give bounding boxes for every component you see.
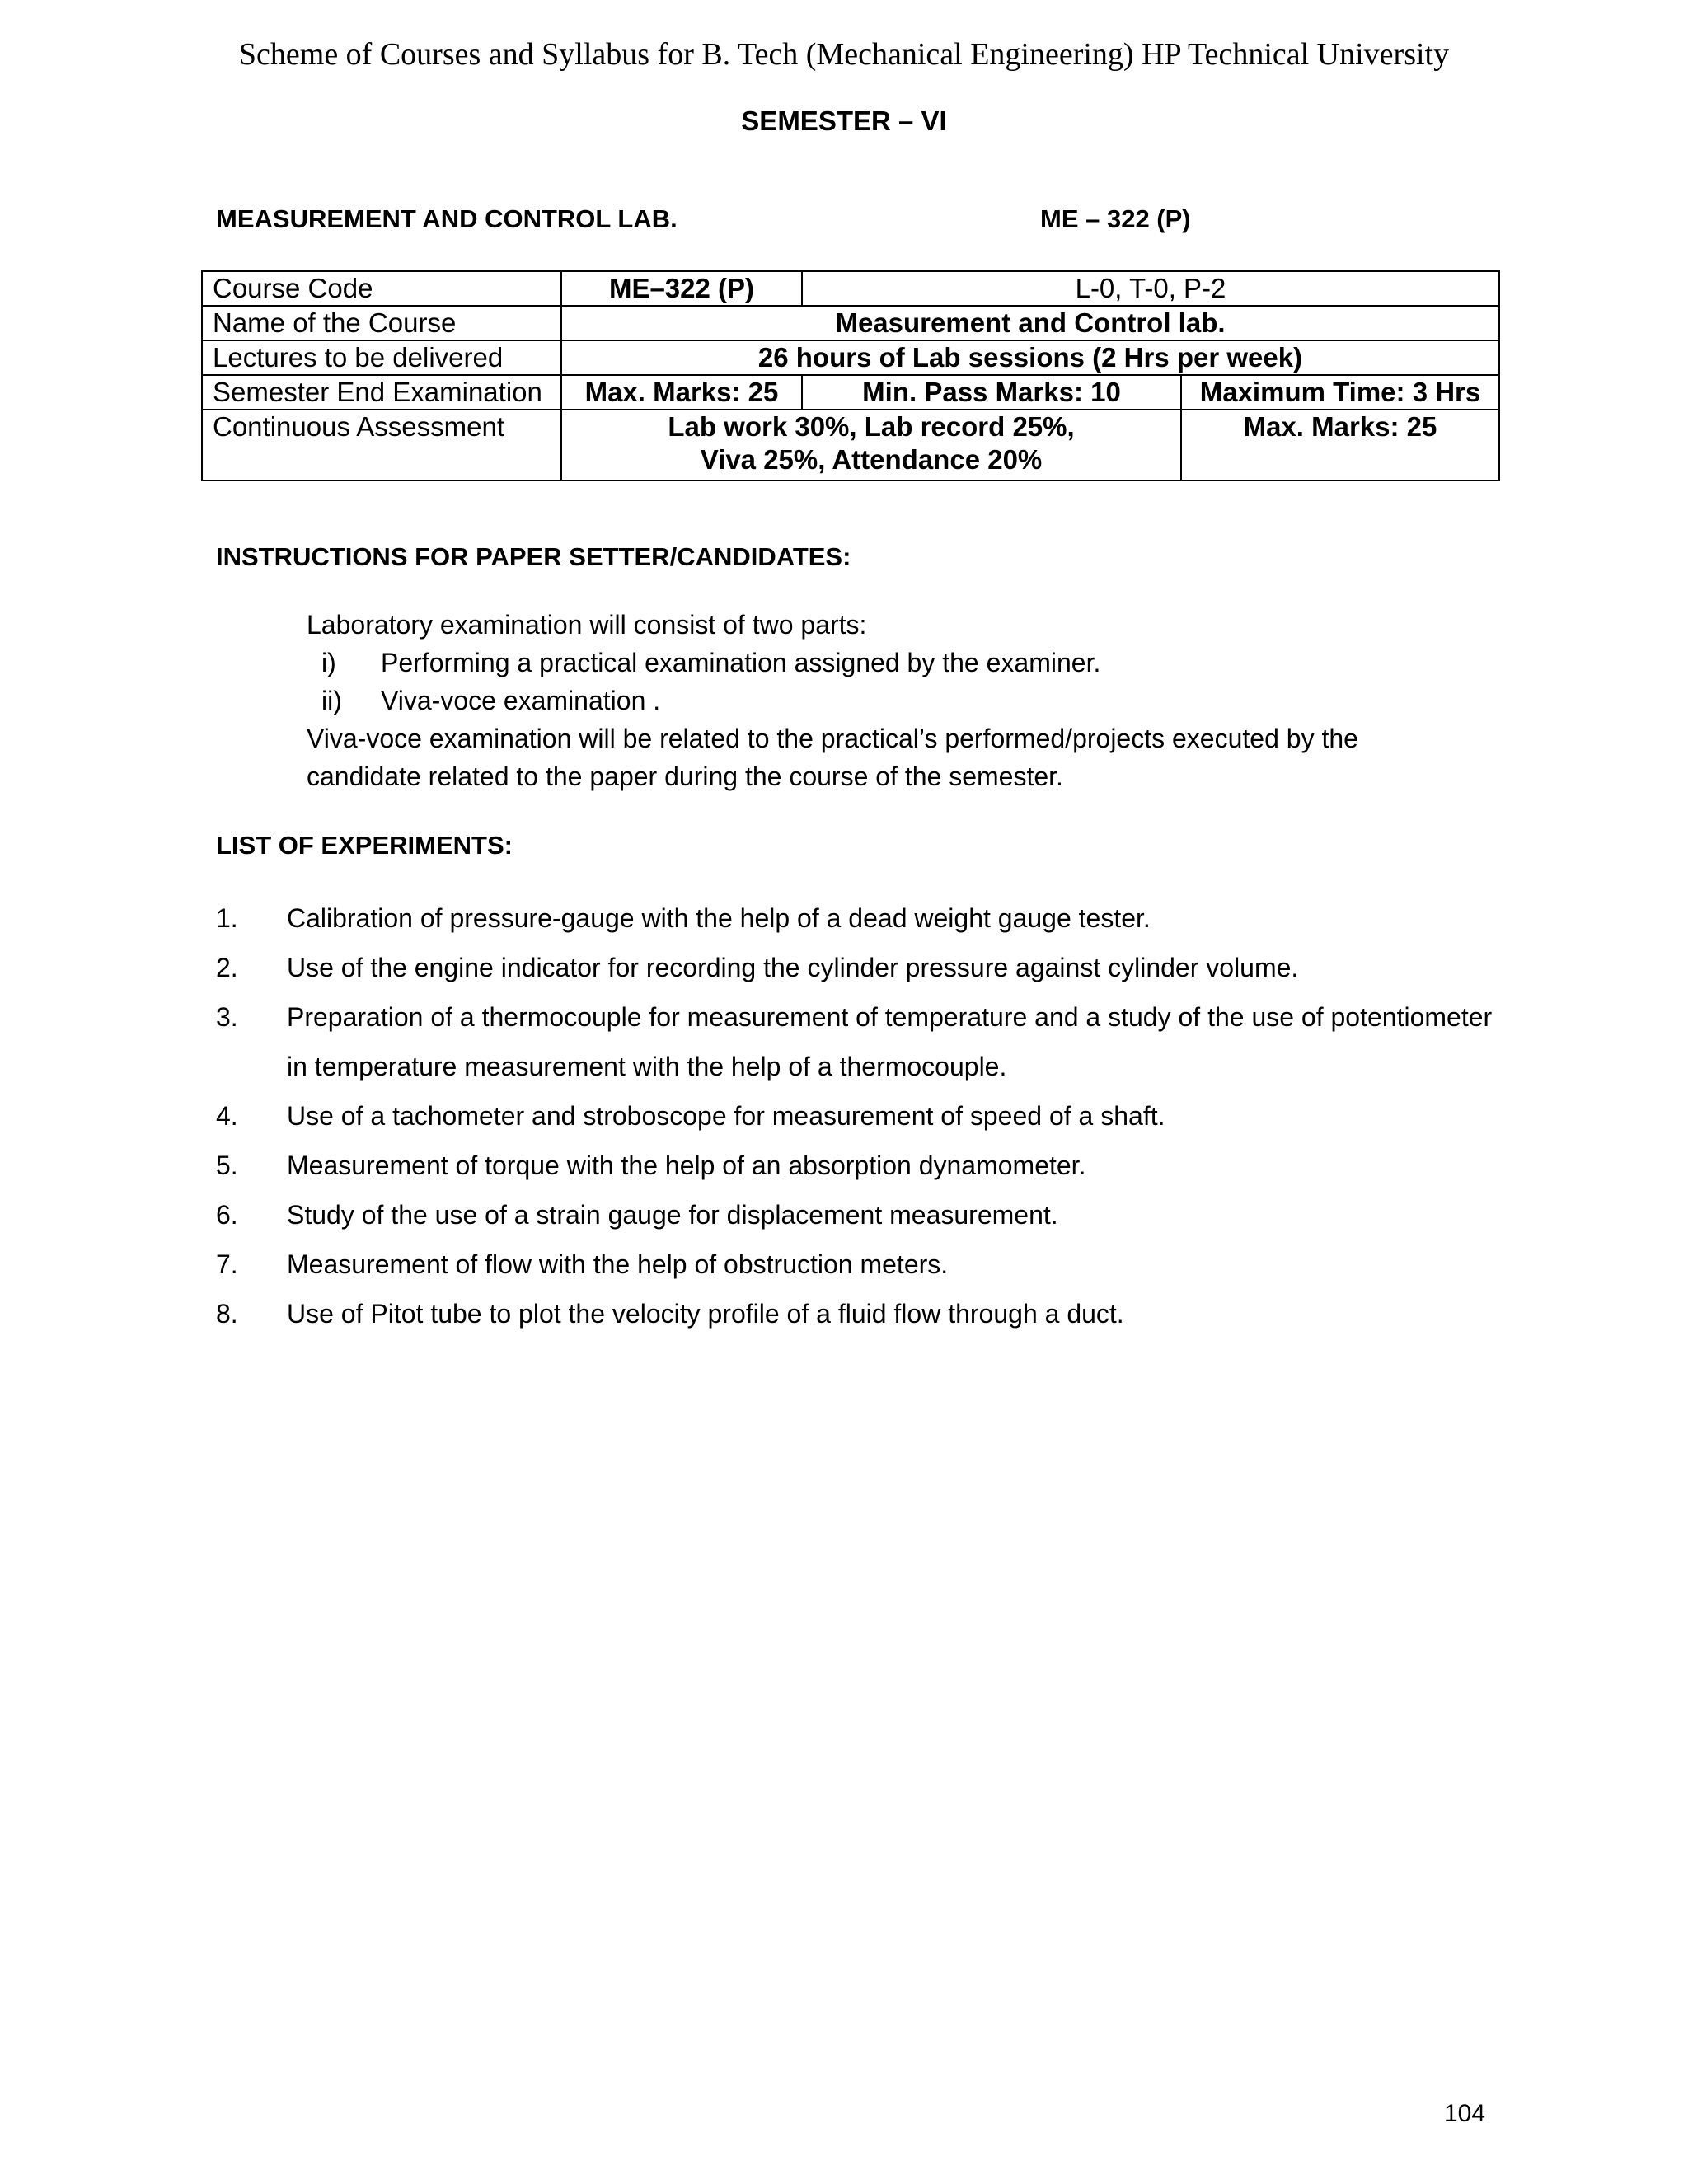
- course-details-table: [201, 270, 1500, 481]
- instructions-body: [307, 606, 1510, 795]
- table-cell-label: Name of the Course: [202, 306, 561, 340]
- list-item-number: 2.: [216, 953, 238, 982]
- list-item: [216, 1240, 1502, 1289]
- table-cell-label: Course Code: [202, 271, 561, 306]
- table-cell-max-time: Maximum Time: 3 Hrs: [1181, 375, 1499, 410]
- instructions-note-line-2: candidate related to the paper during the course of the semester.: [307, 762, 1063, 791]
- list-item: [216, 893, 1502, 943]
- table-row: [202, 410, 1499, 480]
- assessment-line-1: Lab work 30%, Lab record 25%,: [668, 411, 1075, 442]
- list-item-number: 1.: [216, 903, 238, 933]
- list-item: [216, 943, 1502, 992]
- list-item-number: ii): [321, 686, 342, 715]
- table-cell-course-name: Measurement and Control lab.: [561, 306, 1499, 340]
- instructions-heading: INSTRUCTIONS FOR PAPER SETTER/CANDIDATES:: [216, 542, 851, 571]
- list-item: [216, 1141, 1502, 1190]
- table-cell-label: Semester End Examination: [202, 375, 561, 410]
- list-item-text: Use of the engine indicator for recording the cylinder pressure against cylinder volume.: [287, 953, 1299, 982]
- table-row: [202, 340, 1499, 375]
- list-item: [307, 644, 1510, 682]
- list-item-number: 6.: [216, 1200, 238, 1230]
- list-item-text: Use of Pitot tube to plot the velocity profile of a fluid flow through a duct.: [287, 1299, 1124, 1329]
- list-item-number: 3.: [216, 1002, 238, 1032]
- list-item-text: Preparation of a thermocouple for measurement of temperature and a study of the use of potentiometer in temperature measurement with the help of a thermocouple.: [287, 1002, 1493, 1081]
- list-item-text: Measurement of flow with the help of obstruction meters.: [287, 1249, 949, 1279]
- list-item-number: 5.: [216, 1151, 238, 1180]
- table-cell-ltp: L-0, T-0, P-2: [802, 271, 1499, 306]
- list-item: [216, 992, 1502, 1091]
- list-item-text: Use of a tachometer and stroboscope for measurement of speed of a shaft.: [287, 1101, 1165, 1131]
- list-item: [216, 1190, 1502, 1240]
- page-number: 104: [1444, 2100, 1486, 2127]
- table-cell-max-marks: Max. Marks: 25: [561, 375, 802, 410]
- list-item-number: 7.: [216, 1249, 238, 1279]
- course-code-heading: ME – 322 (P): [1040, 204, 1191, 233]
- table-cell-lectures: 26 hours of Lab sessions (2 Hrs per week): [561, 340, 1499, 375]
- list-item-text: Performing a practical examination assigned by the examiner.: [381, 648, 1101, 677]
- table-cell-min-pass-marks: Min. Pass Marks: 10: [802, 375, 1181, 410]
- table-cell-course-code: ME–322 (P): [561, 271, 802, 306]
- assessment-line-2: Viva 25%, Attendance 20%: [700, 444, 1043, 475]
- course-title: MEASUREMENT AND CONTROL LAB.: [216, 204, 678, 233]
- page-header: Scheme of Courses and Syllabus for B. Tech (Mechanical Engineering) HP Technical University: [238, 37, 1450, 72]
- table-cell-label: Continuous Assessment: [202, 410, 561, 480]
- semester-heading: SEMESTER – VI: [741, 105, 947, 136]
- list-item-number: 4.: [216, 1101, 238, 1131]
- list-item-text: Calibration of pressure-gauge with the help of a dead weight gauge tester.: [287, 903, 1151, 933]
- list-item-text: Viva-voce examination .: [381, 686, 661, 715]
- list-item-number: 8.: [216, 1299, 238, 1329]
- table-row: [202, 271, 1499, 306]
- table-row: [202, 306, 1499, 340]
- experiments-list: [216, 893, 1502, 1338]
- list-item: [216, 1289, 1502, 1338]
- list-item-text: Measurement of torque with the help of an absorption dynamometer.: [287, 1151, 1086, 1180]
- experiments-heading: LIST OF EXPERIMENTS:: [216, 831, 513, 860]
- list-item: [216, 1091, 1502, 1141]
- table-cell-label: Lectures to be delivered: [202, 340, 561, 375]
- list-item-number: i): [321, 648, 336, 677]
- table-row: [202, 375, 1499, 410]
- table-cell-assessment-max-marks: Max. Marks: 25: [1181, 410, 1499, 480]
- list-item-text: Study of the use of a strain gauge for displacement measurement.: [287, 1200, 1058, 1230]
- list-item: [307, 682, 1510, 719]
- table-cell-assessment-breakdown: [561, 410, 1181, 480]
- instructions-intro: Laboratory examination will consist of two parts:: [307, 610, 867, 640]
- instructions-note-line-1: Viva-voce examination will be related to the practical’s performed/projects executed by the: [307, 724, 1358, 753]
